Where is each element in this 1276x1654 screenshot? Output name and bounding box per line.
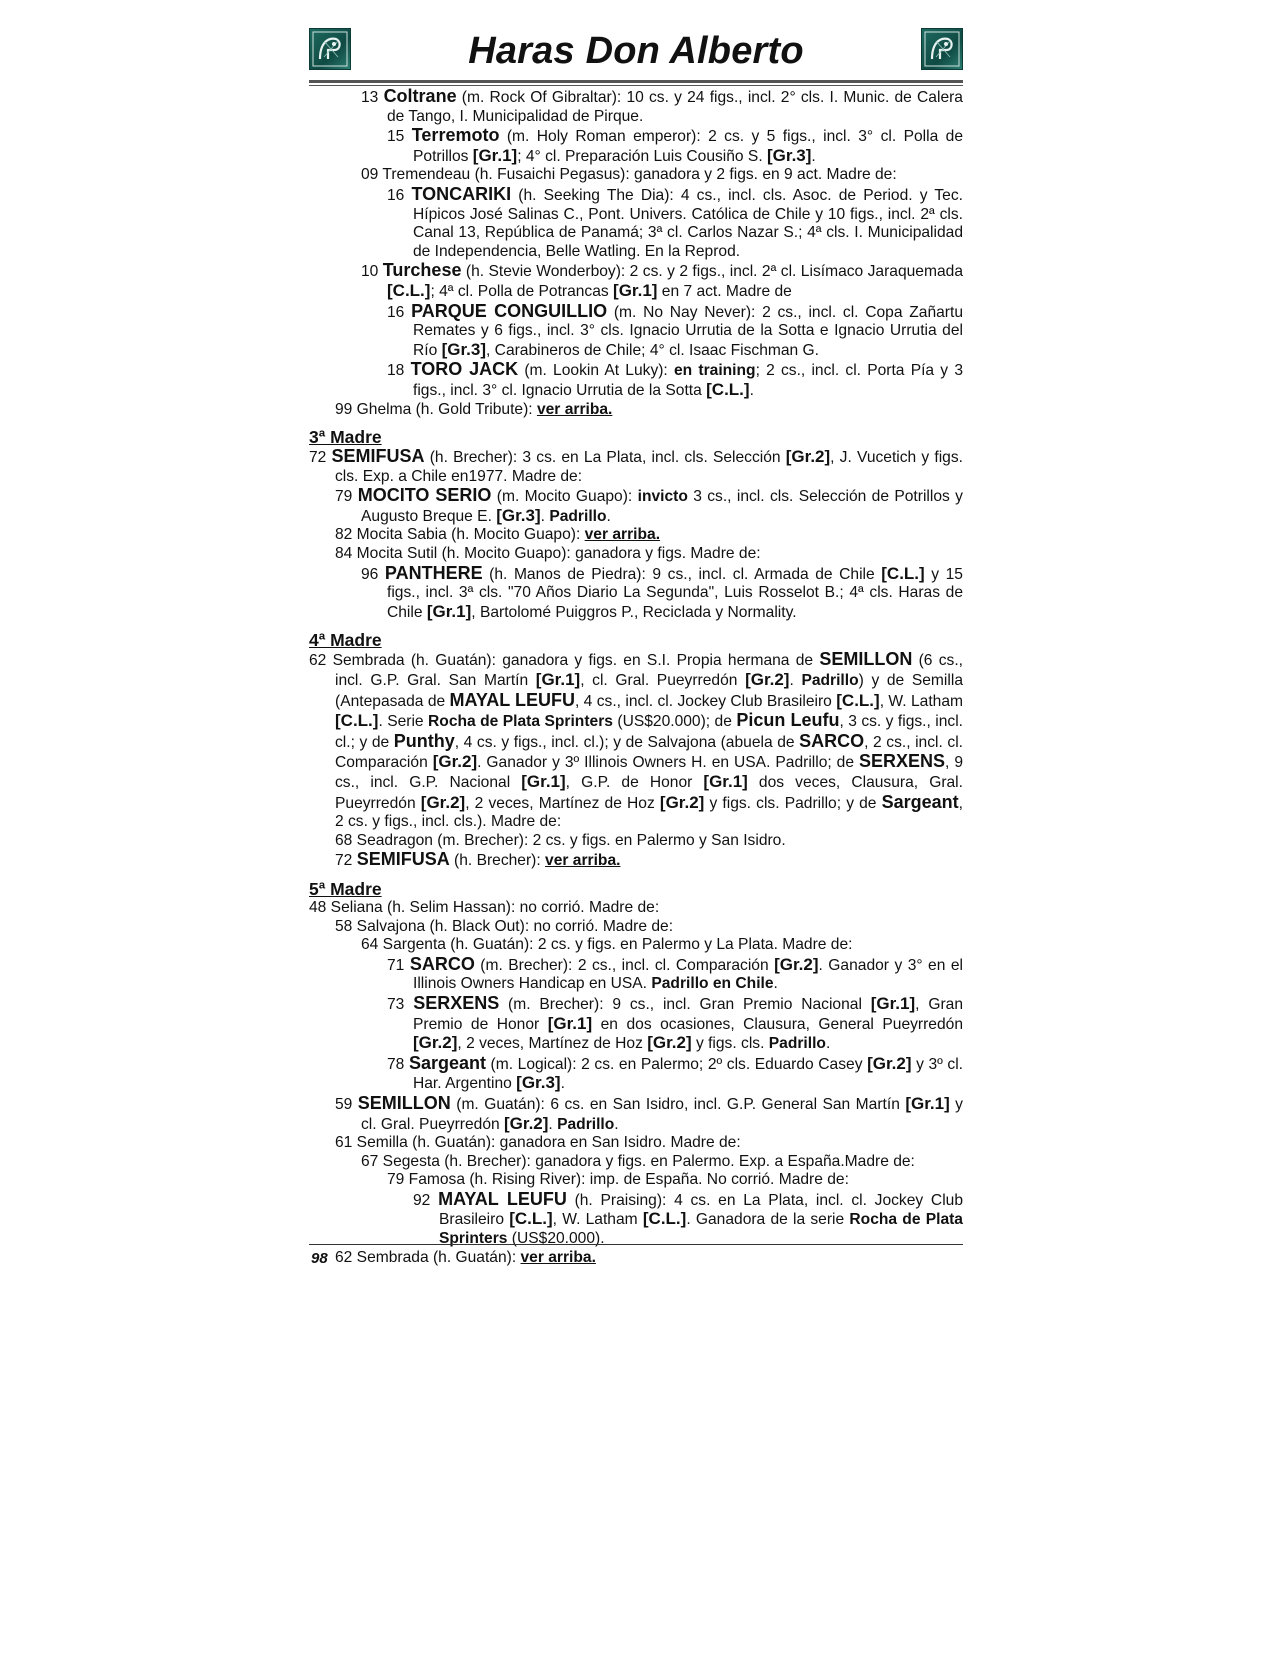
race-grade: [C.L.] bbox=[335, 711, 379, 731]
horse-name: PARQUE CONGUILLIO bbox=[411, 300, 608, 321]
race-grade: [Gr.1] bbox=[870, 993, 916, 1013]
pedigree-entry bbox=[309, 126, 963, 166]
entry-text: en 7 act. Madre de bbox=[657, 282, 792, 300]
entry-text: , Carabineros de Chile; 4° cl. Isaac Fischman G. bbox=[486, 341, 819, 359]
pedigree-entry bbox=[309, 832, 963, 851]
race-grade: [Gr.3] bbox=[496, 505, 541, 525]
header-rule bbox=[309, 80, 963, 83]
pedigree-entry bbox=[309, 185, 963, 261]
entry-text: . bbox=[614, 1115, 619, 1133]
entry-text: , J. Vucetich y figs. cls. Exp. a Chile en1977. Madre de: bbox=[335, 449, 963, 485]
bold-note: Padrillo bbox=[768, 1035, 826, 1053]
entry-text: , Gran Premio de Honor bbox=[413, 995, 963, 1033]
entry-text: 99 Ghelma (h. Gold Tribute): bbox=[335, 400, 537, 418]
entry-text: en dos ocasiones, Clausura, General Pueyrredón bbox=[592, 1015, 963, 1033]
horse-name: TONCARIKI bbox=[411, 183, 512, 204]
entry-text: 18 bbox=[387, 362, 411, 380]
horse-name: Terremoto bbox=[411, 125, 500, 146]
entry-text: 84 Mocita Sutil (h. Mocito Guapo): ganadora y figs. Madre de: bbox=[335, 545, 761, 563]
entry-text: . Serie bbox=[378, 713, 429, 731]
pedigree-entry bbox=[309, 850, 963, 871]
race-grade: [C.L.] bbox=[836, 690, 880, 710]
horse-name: TORO JACK bbox=[410, 359, 519, 380]
horse-name: Picun Leufu bbox=[736, 710, 840, 731]
entry-text: 3 cs., incl. cls. Selección de Potrillos y Augusto Breque E. bbox=[361, 488, 963, 525]
horse-name: SERXENS bbox=[859, 751, 946, 772]
horse-name: Sargeant bbox=[408, 1052, 486, 1073]
entry-text: y 3º cl. Har. Argentino bbox=[413, 1055, 963, 1093]
entry-text: , 9 cs., incl. G.P. Nacional bbox=[335, 754, 964, 791]
entry-text: 68 Seadragon (m. Brecher): 2 cs. y figs. en Palermo y San Isidro. bbox=[335, 831, 786, 849]
entry-text: (h. Praising): 4 cs. en La Plata, incl. cl. Jockey Club Brasileiro bbox=[439, 1191, 964, 1229]
bold-note: Padrillo en Chile bbox=[651, 975, 774, 993]
horse-name: PANTHERE bbox=[384, 562, 483, 583]
entry-text: . Ganador y 3º Illinois Owners H. en USA. Padrillo; de bbox=[477, 754, 859, 772]
entry-text: ; 4° cl. Preparación Luis Cousiño S. bbox=[517, 147, 768, 165]
race-grade: [Gr.2] bbox=[659, 792, 705, 812]
entry-text: . bbox=[540, 507, 550, 525]
entry-text: (m. Mocito Guapo): bbox=[491, 488, 638, 506]
entry-text: 71 bbox=[387, 956, 410, 974]
race-grade: [Gr.1] bbox=[613, 280, 658, 300]
bold-note: Rocha de Plata Sprinters bbox=[439, 1211, 963, 1248]
page-title: Haras Don Alberto bbox=[468, 30, 804, 72]
entry-text: (m. Holy Roman emperor): 2 cs. y 5 figs., incl. 3° cl. Polla de Potrillos bbox=[413, 128, 963, 165]
entry-text: , 3 cs. y figs., incl. cl.; y de bbox=[335, 713, 964, 751]
pedigree-entry bbox=[309, 360, 963, 400]
entry-text: (m. Guatán): 6 cs. en San Isidro, incl. G.P. General San Martín bbox=[450, 1095, 906, 1113]
race-grade: [C.L.] bbox=[881, 563, 925, 583]
see-above-link[interactable]: ver arriba. bbox=[545, 852, 621, 870]
pedigree-entry bbox=[309, 918, 963, 937]
entry-text: (h. Stevie Wonderboy): 2 cs. y 2 figs., incl. 2ª cl. Lisímaco Jaraquemada bbox=[461, 263, 963, 281]
pedigree-entry bbox=[309, 1171, 963, 1190]
entry-text: ; 4ª cl. Polla de Potrancas bbox=[430, 282, 614, 300]
bold-note: Rocha de Plata Sprinters bbox=[428, 713, 613, 731]
horse-name: MOCITO SERIO bbox=[357, 485, 492, 506]
horse-name: Sargeant bbox=[881, 791, 959, 812]
pedigree-entry bbox=[309, 955, 963, 994]
entry-text: . bbox=[811, 147, 816, 165]
entry-text: (6 cs., incl. G.P. Gral. San Martín bbox=[335, 652, 963, 690]
entry-text: 79 Famosa (h. Rising River): imp. de España. No corrió. Madre de: bbox=[387, 1171, 849, 1189]
haras-emblem-icon bbox=[921, 28, 963, 70]
horse-name: SEMILLON bbox=[357, 1092, 451, 1113]
entry-text: . Ganador y 3° en el Illinois Owners Handicap en USA. bbox=[413, 956, 963, 993]
pedigree-entry bbox=[309, 899, 963, 918]
pedigree-entry bbox=[309, 447, 963, 486]
section-heading bbox=[309, 879, 963, 899]
entry-text: 79 bbox=[335, 488, 358, 506]
entry-text: 5ª Madre bbox=[309, 878, 382, 899]
entry-text: ) y de Semilla (Antepasada de bbox=[335, 672, 963, 710]
pedigree-entry bbox=[309, 994, 963, 1054]
entry-text: , 2 cs., incl. cl. Comparación bbox=[335, 733, 963, 772]
pedigree-entry bbox=[309, 545, 963, 564]
entry-text: 67 Segesta (h. Brecher): ganadora y figs. en Palermo. Exp. a España.Madre de: bbox=[361, 1152, 915, 1170]
race-grade: [Gr.3] bbox=[767, 145, 812, 165]
entry-text: , W. Latham bbox=[879, 692, 963, 710]
pedigree-entry bbox=[309, 1054, 963, 1094]
race-grade: [Gr.2] bbox=[774, 954, 819, 974]
entry-text: 3ª Madre bbox=[309, 427, 382, 448]
pedigree-entry bbox=[309, 650, 963, 831]
entry-text: 16 bbox=[387, 186, 412, 204]
page-number: 98 bbox=[311, 1250, 328, 1267]
entry-text: (m. Brecher): 9 cs., incl. Gran Premio Nacional bbox=[499, 995, 871, 1013]
entry-text: , Bartolomé Puiggros P., Reciclada y Normality. bbox=[471, 603, 797, 621]
entry-text: . bbox=[773, 975, 778, 993]
race-grade: [Gr.2] bbox=[504, 1113, 549, 1133]
race-grade: [Gr.1] bbox=[703, 772, 748, 791]
entry-text: (h. Seeking The Dia): 4 cs., incl. cls. Asoc. de Period. y Tec. Hípicos José Salinas C., Pont. Univers. Católica de Chile y 10 figs., incl. 2ª cls. Canal 13, República de Panamá; 3ª cl. Carlos Nazar S.; 4ª cls. I. Municipalidad de Independencia, Belle Watling. En la Reprod. bbox=[413, 186, 963, 260]
entry-text: 48 Seliana (h. Selim Hassan): no corrió. Madre de: bbox=[309, 898, 660, 916]
entry-text: (m. Rock Of Gibraltar): 10 cs. y 24 figs., incl. 2° cls. I. Munic. de Calera de Tango, I. Municipalidad de Pirque. bbox=[387, 89, 963, 125]
entry-text: , 4 cs., incl. cl. Jockey Club Brasileiro bbox=[574, 692, 837, 710]
bold-note: invicto bbox=[637, 488, 688, 506]
pedigree-entry bbox=[309, 1094, 963, 1134]
entry-text: , cl. Gral. Pueyrredón bbox=[580, 672, 746, 690]
race-grade: [C.L.] bbox=[642, 1209, 687, 1229]
entry-text: 62 Sembrada (h. Guatán): ganadora y figs. en S.I. Propia hermana de bbox=[309, 652, 820, 670]
see-above-link[interactable]: ver arriba. bbox=[520, 1248, 596, 1266]
race-grade: [C.L.] bbox=[706, 379, 750, 399]
entry-text: 15 bbox=[387, 128, 412, 146]
race-grade: [Gr.2] bbox=[432, 752, 478, 772]
entry-text: y cl. Gral. Pueyrredón bbox=[361, 1095, 963, 1133]
entry-text: 82 Mocita Sabia (h. Mocito Guapo): bbox=[335, 526, 585, 544]
page-header bbox=[309, 0, 963, 84]
see-above-link[interactable]: ver arriba. bbox=[584, 526, 661, 544]
section-heading bbox=[309, 427, 963, 447]
entry-text: . Ganadora de la serie bbox=[686, 1211, 850, 1229]
race-grade: [C.L.] bbox=[509, 1209, 553, 1229]
horse-name: Punthy bbox=[393, 730, 455, 751]
race-grade: [Gr.1] bbox=[521, 772, 566, 791]
entry-text: (m. Brecher): 2 cs., incl. cl. Comparación bbox=[474, 956, 775, 974]
race-grade: [Gr.2] bbox=[413, 1033, 458, 1053]
entry-text: y figs. cls. bbox=[691, 1035, 769, 1053]
entry-text: 72 bbox=[335, 852, 357, 870]
race-grade: [Gr.2] bbox=[785, 447, 831, 467]
pedigree-entry bbox=[309, 166, 963, 185]
entry-text: , 4 cs. y figs., incl. cl.); y de Salvajona (abuela de bbox=[454, 733, 800, 751]
horse-name: SERXENS bbox=[413, 992, 500, 1013]
entry-text: . bbox=[749, 381, 754, 399]
entry-text: (US$20.000); de bbox=[612, 713, 737, 731]
horse-name: SEMILLON bbox=[819, 649, 913, 670]
section-heading bbox=[309, 630, 963, 650]
race-grade: [Gr.3] bbox=[441, 339, 487, 359]
entry-text: 78 bbox=[387, 1055, 409, 1073]
entry-text: 59 bbox=[335, 1095, 358, 1113]
horse-name: SARCO bbox=[409, 953, 475, 974]
race-grade: [C.L.] bbox=[387, 280, 431, 300]
entry-text: 61 Semilla (h. Guatán): ganadora en San Isidro. Madre de: bbox=[335, 1134, 741, 1152]
entry-text: y 15 figs., incl. 3ª cls. "70 Años Diario La Segunda", Luis Rosselot B.; 4ª cls. Haras de Chile bbox=[387, 565, 963, 621]
bold-note: en training bbox=[673, 362, 756, 380]
entry-text: dos veces, Clausura, Gral. Pueyrredón bbox=[335, 774, 963, 812]
pedigree-entry bbox=[309, 1153, 963, 1172]
race-grade: [Gr.2] bbox=[867, 1053, 912, 1073]
entry-text: ; 2 cs., incl. cl. Porta Pía y 3 figs., incl. 3° cl. Ignacio Urrutia de la Sotta bbox=[413, 362, 963, 399]
entry-text: 10 bbox=[361, 263, 383, 281]
entry-text: . bbox=[789, 672, 802, 690]
race-grade: [Gr.2] bbox=[745, 670, 790, 690]
entry-text: , 2 veces, Martínez de Hoz bbox=[457, 1035, 648, 1053]
entry-text: y figs. cls. Padrillo; y de bbox=[704, 794, 882, 812]
race-grade: [Gr.1] bbox=[905, 1093, 950, 1113]
entry-text: 96 bbox=[361, 565, 385, 583]
pedigree-entry bbox=[309, 526, 963, 545]
entry-text: (h. Brecher): bbox=[449, 852, 546, 870]
pedigree-entry bbox=[309, 401, 963, 420]
entry-text: (m. Logical): 2 cs. en Palermo; 2º cls. Eduardo Casey bbox=[485, 1055, 868, 1073]
entry-text: (m. Lookin At Luky): bbox=[518, 362, 674, 380]
race-grade: [Gr.1] bbox=[426, 601, 472, 621]
entry-text: 16 bbox=[387, 303, 412, 321]
horse-name: Turchese bbox=[382, 260, 462, 281]
entry-text: . bbox=[548, 1115, 558, 1133]
bold-note: Padrillo bbox=[557, 1115, 615, 1133]
entry-text: (h. Brecher): 3 cs. en La Plata, incl. cls. Selección bbox=[424, 449, 786, 467]
pedigree-entry bbox=[309, 936, 963, 955]
pedigree-entry bbox=[309, 486, 963, 526]
document-page bbox=[309, 0, 964, 1267]
footer-rule bbox=[309, 1244, 963, 1245]
entry-text: 09 Tremendeau (h. Fusaichi Pegasus): ganadora y 2 figs. en 9 act. Madre de: bbox=[361, 166, 897, 184]
entry-text: 64 Sargenta (h. Guatán): 2 cs. y figs. en Palermo y La Plata. Madre de: bbox=[361, 936, 853, 954]
entry-text: (US$20.000). bbox=[507, 1230, 605, 1248]
horse-name: Coltrane bbox=[383, 86, 457, 106]
pedigree-entry bbox=[309, 261, 963, 301]
entry-text: 13 bbox=[361, 89, 384, 106]
pedigree-entry bbox=[309, 87, 963, 126]
entry-text: , G.P. de Honor bbox=[565, 774, 704, 791]
entry-text: , 2 veces, Martínez de Hoz bbox=[465, 794, 660, 812]
entry-text: 72 bbox=[309, 449, 332, 467]
horse-name: SEMIFUSA bbox=[331, 446, 425, 467]
race-grade: [Gr.2] bbox=[647, 1033, 692, 1053]
race-grade: [Gr.1] bbox=[535, 670, 581, 690]
see-above-link[interactable]: ver arriba. bbox=[536, 400, 613, 418]
race-grade: [Gr.3] bbox=[516, 1073, 561, 1093]
horse-name: MAYAL LEUFU bbox=[449, 689, 575, 710]
entry-text: , 2 cs. y figs., incl. cls.). Madre de: bbox=[335, 794, 964, 831]
pedigree-entry bbox=[309, 564, 963, 623]
pedigree-entry bbox=[309, 1134, 963, 1153]
bold-note: Padrillo bbox=[549, 507, 607, 525]
entry-text: , W. Latham bbox=[552, 1211, 643, 1229]
horse-name: MAYAL LEUFU bbox=[438, 1188, 567, 1209]
pedigree-entry bbox=[309, 302, 963, 361]
entry-text: 62 Sembrada (h. Guatán): bbox=[335, 1248, 521, 1266]
race-grade: [Gr.2] bbox=[420, 792, 466, 812]
entry-text: . bbox=[560, 1075, 565, 1093]
race-grade: [Gr.1] bbox=[472, 145, 518, 165]
entry-text: 73 bbox=[387, 995, 414, 1013]
race-grade: [Gr.1] bbox=[547, 1013, 593, 1033]
bold-note: Padrillo bbox=[801, 672, 859, 690]
pedigree-content bbox=[309, 87, 963, 1267]
entry-text: (m. No Nay Never): 2 cs., incl. cl. Copa Zañartu Remates y 6 figs., incl. 3° cls. Ignacio Urrutia de la Sotta e Ignacio Urrutia del Río bbox=[413, 303, 963, 359]
pedigree-entry bbox=[309, 1190, 963, 1249]
entry-text: 58 Salvajona (h. Black Out): no corrió. Madre de: bbox=[335, 917, 674, 935]
entry-text: (h. Manos de Piedra): 9 cs., incl. cl. Armada de Chile bbox=[482, 565, 882, 583]
horse-name: SARCO bbox=[799, 730, 865, 751]
pedigree-entry bbox=[309, 1249, 963, 1268]
horse-name: SEMIFUSA bbox=[356, 849, 450, 870]
entry-text: . bbox=[606, 507, 611, 525]
entry-text: 4ª Madre bbox=[309, 630, 382, 651]
entry-text: 92 bbox=[413, 1191, 439, 1209]
entry-text: . bbox=[825, 1035, 831, 1053]
